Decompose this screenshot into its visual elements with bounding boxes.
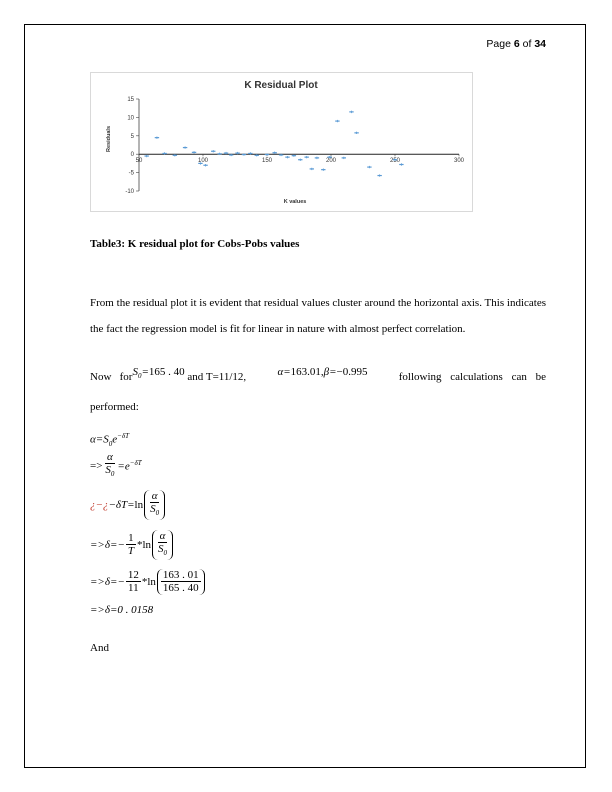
table-caption: Table3: K residual plot for Cobs-Pobs values <box>90 238 300 250</box>
eq3-mid: −δT <box>108 499 128 512</box>
chart-y-tick-label: -5 <box>128 170 134 177</box>
eq2-den-sub: 0 <box>110 470 115 479</box>
eq3-eq: = <box>127 499 135 512</box>
word-performed: performed: <box>90 401 139 414</box>
eq1-s: S <box>103 433 109 446</box>
eq1-sub: 0 <box>108 439 113 448</box>
t-text: T=11/12, <box>205 371 247 383</box>
chart-y-tick-label: 10 <box>127 115 134 122</box>
chart-point <box>315 157 319 159</box>
eq1-sup: −δT <box>117 432 129 440</box>
chart-points <box>144 111 403 177</box>
chart-x-tick-label: 200 <box>325 158 337 165</box>
eq4-num: 1 <box>128 532 134 545</box>
eq2-e: e <box>124 460 130 473</box>
chart-point <box>335 120 339 122</box>
chart-y-tick-label: 0 <box>130 152 134 159</box>
eq1-eq: = <box>95 433 104 446</box>
chart-point <box>203 164 207 166</box>
chart-xlabel: K values <box>283 199 307 205</box>
chart-ylabel: Residuals <box>106 126 112 152</box>
chart-y-tick-label: 5 <box>130 133 134 140</box>
eq3-ln: ln <box>134 499 144 512</box>
word-for: for <box>119 371 133 383</box>
chart-point <box>192 151 196 153</box>
eq1-lhs: α <box>90 433 96 446</box>
paragraph-residual: From the residual plot it is evident that residual values cluster around the horizontal axis. This indicates the fact the regression model is fit for linear in nature with almost perfect correlation. <box>90 297 546 335</box>
eq5-star: *ln <box>141 576 156 588</box>
equation-5 <box>90 569 206 595</box>
eq5-inner-num: 163 . 01 <box>162 569 199 581</box>
chart-point <box>144 155 148 157</box>
chart-point <box>272 152 276 154</box>
eq4-den: T <box>127 545 134 558</box>
chart-point <box>292 154 296 156</box>
now-line: Now forS$_0$=165 . 40 and T=11/12, α=163.01,β=−0.995 following calculations can be performed: <box>90 364 546 420</box>
eq2-sup: −δT <box>129 459 142 468</box>
chart-point <box>298 159 302 161</box>
eq5-inner-den: 165 . 40 <box>162 582 199 594</box>
eq5-prefix: =>δ=− <box>90 576 125 588</box>
eq2-eq: = <box>117 460 125 473</box>
eq2-den-s: S <box>105 464 111 476</box>
residual-chart <box>90 72 473 212</box>
equation-1 <box>90 432 129 448</box>
equation-2 <box>90 451 142 481</box>
chart-x-tick-label: 50 <box>135 158 143 165</box>
chart-point <box>155 136 159 138</box>
word-and: and <box>187 371 204 383</box>
chart-x-tick-label: 150 <box>261 158 273 165</box>
eq4-star: *ln <box>136 539 151 552</box>
s0-value: 165 . 40 <box>148 366 185 378</box>
alpha-value: 163.01, <box>290 366 324 378</box>
chart-x-tick-label: 100 <box>197 158 209 165</box>
eq5-num: 12 <box>127 569 139 581</box>
eq2-prefix: => <box>90 460 103 473</box>
chart-x-tick-label: 250 <box>389 158 401 165</box>
and-word: And <box>90 642 109 654</box>
page-total: 34 <box>534 38 546 50</box>
chart-point <box>354 132 358 134</box>
eq6-text: =>δ=0 . 0158 <box>90 604 154 616</box>
eq3-red: ¿−¿ <box>90 499 109 512</box>
equation-3 <box>90 490 166 520</box>
equation-4 <box>90 530 174 560</box>
beta-value: −0.995 <box>336 366 368 378</box>
chart-title: K Residual Plot <box>244 80 318 91</box>
eq3-den-sub: 0 <box>155 509 160 518</box>
eq1-e: e <box>112 433 118 446</box>
eq2-num: α <box>107 451 113 463</box>
eq3-num: α <box>151 490 158 502</box>
eq5-den: 11 <box>128 582 139 594</box>
word-now: Now <box>90 371 112 383</box>
chart-point <box>377 174 381 176</box>
page-current: 6 <box>513 38 520 50</box>
chart-axes <box>125 97 464 195</box>
eq4-prefix: =>δ=− <box>90 539 125 552</box>
page-prefix: Page <box>486 38 511 50</box>
residual-chart-svg <box>91 73 472 211</box>
chart-point <box>183 146 187 148</box>
chart-point <box>285 156 289 158</box>
chart-y-tick-label: -10 <box>125 189 134 195</box>
now-tail: following calculations can be <box>398 371 546 383</box>
eq4-inner-num: α <box>159 530 166 542</box>
eq3-den-s: S <box>150 503 156 515</box>
eq4-inner-den-sub: 0 <box>163 549 167 558</box>
page-number <box>486 38 546 50</box>
chart-point <box>349 111 353 113</box>
equation-6 <box>90 604 153 616</box>
page-of: of <box>522 38 532 50</box>
chart-point <box>310 168 314 170</box>
chart-point <box>321 168 325 170</box>
chart-x-tick-label: 300 <box>453 158 465 165</box>
chart-point <box>304 156 308 158</box>
chart-point <box>367 166 371 168</box>
chart-point <box>211 150 215 152</box>
eq4-inner-den-s: S <box>158 543 164 555</box>
chart-point <box>342 157 346 159</box>
chart-y-tick-label: 15 <box>127 97 134 103</box>
